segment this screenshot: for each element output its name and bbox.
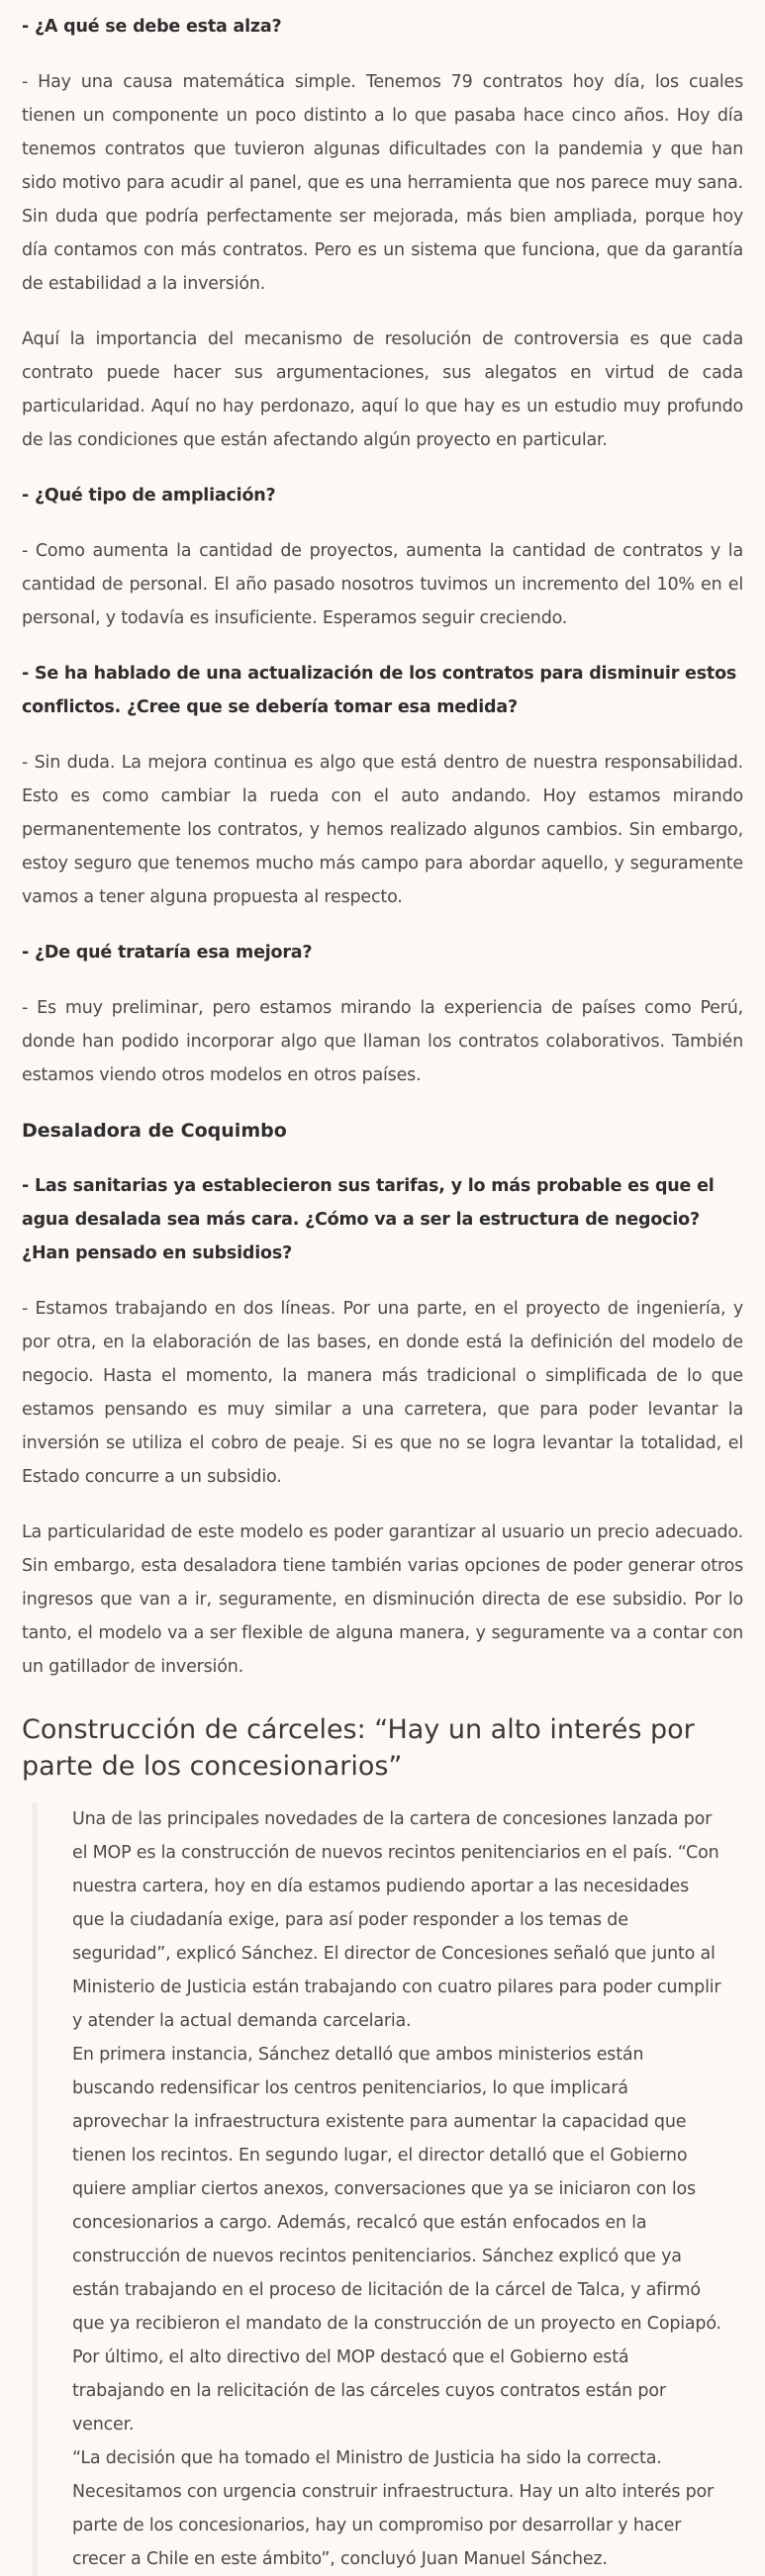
interview-question: - ¿A qué se debe esta alza? [22,17,282,37]
interview-question: - Se ha hablado de una actualización de los contratos para disminuir estos conflictos. ¿Cree que se debería tomar esa medida? [22,664,737,717]
quote-paragraph: “La decisión que ha tomado el Ministro de Justicia ha sido la correcta. Necesitamos con urgencia construir infraestructura. Hay un alto interés por parte de los concesionarios, hay un compromiso por desarrollar y hacer crecer a Chile en este ámbito”, concluyó Juan Manuel Sánchez. [72,2448,715,2569]
interview-answer: La particularidad de este modelo es poder garantizar al usuario un precio adecuado. Sin embargo, esta desaladora tiene también varias opciones de poder generar otros ingresos que van a ir, seguramente, en disminución directa de ese subsidio. Por lo tanto, el modelo va a ser flexible de alguna manera, y seguramente va a contar con un gatillador de inversión. [22,1522,743,1677]
interview-answer: - Estamos trabajando en dos líneas. Por una parte, en el proyecto de ingeniería, y por otra, en la elaboración de las bases, en donde está la definición del modelo de negocio. Hasta el momento, la manera más tradicional o simplificada de lo que estamos pensando es muy similar a una carretera, que para poder levantar la inversión se utiliza el cobro de peaje. Si es que no se logra levantar la totalidad, el Estado concurre a un subsidio. [22,1299,743,1487]
interview-answer: - Como aumenta la cantidad de proyectos, aumenta la cantidad de contratos y la cantidad de personal. El año pasado nosotros tuvimos un incremento del 10% en el personal, y todavía es insuficiente. Esperamos seguir creciendo. [22,541,743,628]
blockquote [32,1802,743,2576]
interview-question: - ¿Qué tipo de ampliación? [22,486,276,506]
quote-paragraph: Una de las principales novedades de la cartera de concesiones lanzada por el MOP es la construcción de nuevos recintos penitenciarios en el país. “Con nuestra cartera, hoy en día estamos pudiendo aportar a las necesidades que la ciudadanía exige, para así poder responder a los temas de seguridad”, explicó Sánchez. El director de Concesiones señaló que junto al Ministerio de Justicia están trabajando con cuatro pilares para poder cumplir y atender la actual demanda carcelaria. [72,1809,721,2031]
interview-answer: - Es muy preliminar, pero estamos mirando la experiencia de países como Perú, donde han podido incorporar algo que llaman los contratos colaborativos. También estamos viendo otros modelos en otros países. [22,998,743,1085]
interview-question: - Las sanitarias ya establecieron sus tarifas, y lo más probable es que el agua desalada sea más cara. ¿Cómo va a ser la estructura de negocio? ¿Han pensado en subsidios? [22,1176,715,1263]
interview-question: - ¿De qué trataría esa mejora? [22,943,313,963]
subheading: Desaladora de Coquimbo [22,1120,287,1142]
interview-answer: - Hay una causa matemática simple. Tenemos 79 contratos hoy día, los cuales tienen un componente un poco distinto a lo que pasaba hace cinco años. Hoy día tenemos contratos que tuvieron algunas dificultades con la pandemia y que han sido motivo para acudir al panel, que es una herramienta que nos parece muy sana. Sin duda que podría perfectamente ser mejorada, más bien ampliada, porque hoy día contamos con más contratos. Pero es un sistema que funciona, que da garantía de estabilidad a la inversión. [22,72,743,294]
quote-paragraph: En primera instancia, Sánchez detalló que ambos ministerios están buscando redensificar los centros penitenciarios, lo que implicará aprovechar la infraestructura existente para aumentar la capacidad que tienen los recintos. En segundo lugar, el director detalló que el Gobierno quiere ampliar ciertos anexos, conversaciones que ya se iniciaron con los concesionarios a cargo. Además, recalcó que están enfocados en la construcción de nuevos recintos penitenciarios. Sánchez explicó que ya están trabajando en el proceso de licitación de la cárcel de Talca, y afirmó que ya recibieron el mandato de la construcción de un proyecto en Copiapó. Por último, el alto directivo del MOP destacó que el Gobierno está trabajando en la relicitación de las cárceles cuyos contratos están por vencer. [72,2045,721,2435]
interview-answer: - Sin duda. La mejora continua es algo que está dentro de nuestra responsabilidad. Esto es como cambiar la rueda con el auto andando. Hoy estamos mirando permanentemente los contratos, y hemos realizado algunos cambios. Sin embargo, estoy seguro que tenemos mucho más campo para abordar aquello, y seguramente vamos a tener alguna propuesta al respecto. [22,753,743,907]
section-title: Construcción de cárceles: “Hay un alto interés por parte de los concesionarios” [22,1714,695,1782]
interview-answer: Aquí la importancia del mecanismo de resolución de controversia es que cada contrato puede hacer sus argumentaciones, sus alegatos en virtud de cada particularidad. Aquí no hay perdonazo, aquí lo que hay es un estudio muy profundo de las condiciones que están afectando algún proyecto en particular. [22,329,743,450]
